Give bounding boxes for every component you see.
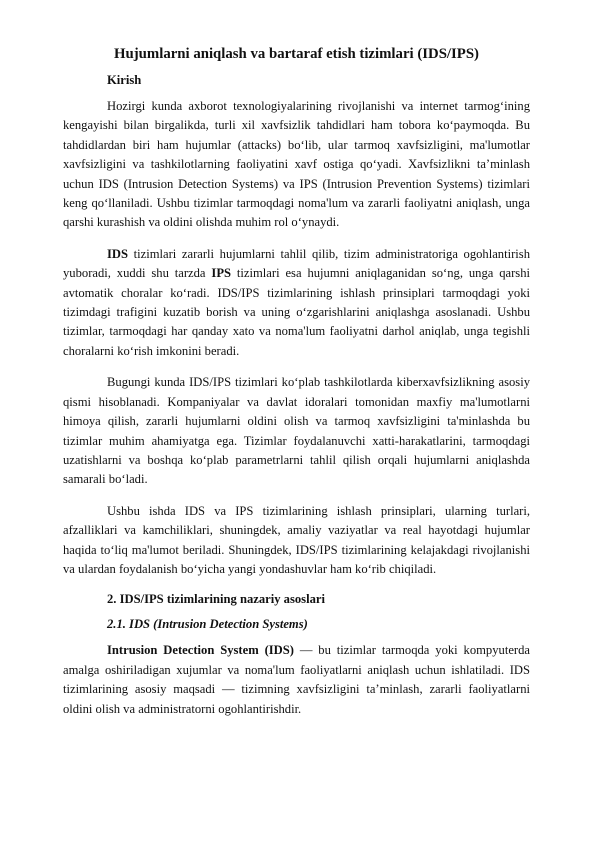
section-2-1-paragraph [63,641,530,719]
ids-definition-term: Intrusion Detection System (IDS) [107,643,294,658]
intro-paragraph-4: Ushbu ishda IDS va IPS tizimlarining ishlash prinsiplari, ularning turlari, afzalliklari va kamchiliklari, shuningdek, amaliy vaziyatlar va real hayotdagi hujumlar haqida to‘liq ma'lumot beriladi. Shuningdek, IDS/IPS tizimlarining kelajakdagi rivojlanishi va ulardan foydalanish bo‘yicha yangi yondashuvlar ham ko‘rib chiqiladi. [63,503,530,576]
intro-paragraph-2 [63,245,530,361]
section-2-1-heading: 2.1. IDS (Intrusion Detection Systems) [107,617,308,632]
ids-definition-text: — bu tizimlar tarmoqda yoki kompyuterda amalga oshiriladigan xujumlar va noma'lum faoliyatlarni aniqlash uchun ishlatiladi. IDS tizimlarining asosiy maqsadi — tizimning xavfsizligini ta’minlash, zararli faoliyatlarni oldini olish va administratorni ogohlantirishdir. [63,643,530,716]
intro-paragraph-1: Hozirgi kunda axborot texnologiyalarining rivojlanishi va internet tarmog‘ining kengayishi bilan birgalikda, turli xil xavfsizlik tahdidlari ham tobora ko‘paymoqda. Bu tahdidlardan biri ham hujumlar (attacks) bo‘lib, ular tarmoq xavfsizligini, ma'lumotlar xavfsizligini va tashkilotlarning faoliyatini xavf ostiga qo‘yadi. Xavfsizlikni ta’minlash uchun IDS (Intrusion Detection Systems) va IPS (Intrusion Prevention Systems) tizimlari keng qo‘llaniladi. Ushbu tizimlar tarmoqdagi noma'lum va zararli faoliyatni aniqlash, unga qarshi kurashish va oldini olishda muhim rol o‘ynaydi. [63,99,530,230]
intro-paragraph-2-part-1: tizimlari zararli hujumlarni tahlil qilib, tizim administratoriga ogohlantirish yuboradi, xuddi shu tarzda [63,246,530,281]
section-2-heading: 2. IDS/IPS tizimlarining nazariy asoslari [107,592,325,607]
ids-term: IDS [107,246,128,261]
intro-paragraph-3: Bugungi kunda IDS/IPS tizimlari ko‘plab tashkilotlarda kiberxavfsizlikning asosiy qismi hisoblanadi. Kompaniyalar va davlat idoralari tomonidan maxfiy ma'lumotlarni himoya qilish, zararli hujumlarni oldini olish va tarmoq xavfsizligini ta'minlashda bu tizimlar muhim ahamiyatga ega. Tizimlar foydalanuvchi xatti-harakatlarini, tarmoqdagi uzatishlarni va boshqa ko‘plab parametrlarni tahlil qilish orqali hujumlarni aniqlashda samarali bo‘ladi. [63,375,530,487]
intro-heading: Kirish [107,73,142,87]
ips-term: IPS [211,266,232,281]
document-title: Hujumlarni aniqlash va bartaraf etish tizimlari (IDS/IPS) [113,46,479,62]
intro-paragraph-2-part-2: tizimlari esa hujumni aniqlaganidan so‘ng, unga qarshi avtomatik choralar ko‘radi. IDS/IPS tizimlarining ishlash prinsiplari tarmoqdagi yoki tizimdagi trafigini kuzatib borish va uning o‘zgarishlarini aniqlashga asoslanadi. Ushbu tizimlar, tarmoqdagi har qanday xato va noma'lum faoliyatni darhol aniqlab, unga tegishli choralarni ko‘rish imkonini beradi. [63,266,531,358]
document-page [63,44,530,731]
